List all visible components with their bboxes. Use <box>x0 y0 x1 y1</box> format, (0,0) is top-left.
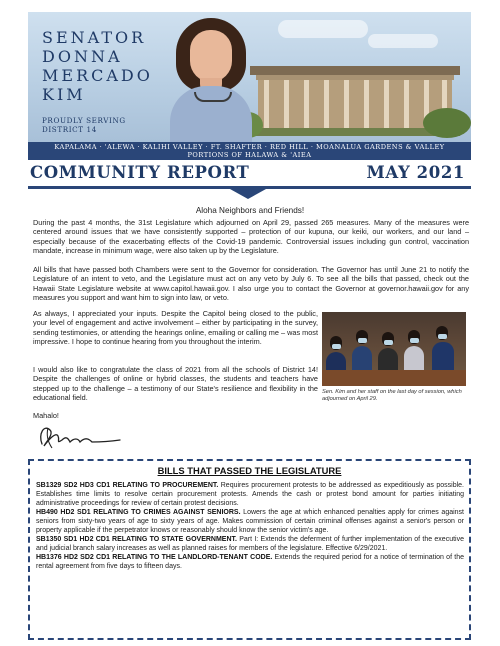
letter-paragraph: During the past 4 months, the 31st Legislature which adjourned on April 29, passed 265 measures. Many of the measures were centered around issues that we have consistently supported – protection of our kupuna, our keiki, our workers, and our land – especially because of the exacerbating effects of the Covid-19 pandemic. Controversial issues including gun control, vaccination mandate, increase in minimum wage, were also taken up by the Legislature. <box>33 218 469 255</box>
serving-line: DISTRICT 14 <box>42 125 97 134</box>
name-line: MERCADO <box>42 66 153 85</box>
cloud-decoration <box>368 34 438 48</box>
report-title-row <box>28 163 471 185</box>
staff-photo <box>322 312 466 386</box>
name-line: KIM <box>42 85 86 104</box>
report-title: COMMUNITY REPORT <box>30 163 250 182</box>
bills-section <box>28 459 471 640</box>
senator-portrait <box>168 16 254 142</box>
tree-decoration <box>423 108 471 138</box>
name-line: DONNA <box>42 47 123 66</box>
bill-name: SB1350 SD1 HD2 CD1 RELATING TO STATE GOVERNMENT. <box>36 536 237 543</box>
letter-paragraph: As always, I appreciated your inputs. Despite the Capitol being closed to the public, your level of engagement and active involvement – either by participating in the survey, sending testimonies, or attending the hearings online, emailing or calling me – was most impressive. I hope to continue hearing from you throughout the interim. <box>33 309 318 346</box>
areas-line: KAPALAMA · 'ALEWA · KALIHI VALLEY · FT. SHAFTER · RED HILL · MOANALUA GARDENS & VALLEY <box>54 143 445 151</box>
greeting: Aloha Neighbors and Friends! <box>195 206 305 215</box>
senator-name <box>42 28 153 104</box>
cloud-decoration <box>278 20 368 38</box>
bill-item <box>36 481 464 508</box>
serving-line: PROUDLY SERVING <box>42 116 126 125</box>
bill-item <box>36 508 464 535</box>
bills-heading <box>30 465 469 476</box>
desk <box>322 370 466 386</box>
name-line: SENATOR <box>42 28 147 47</box>
header-banner <box>28 12 471 142</box>
areas-line: PORTIONS OF HALAWA & 'AIEA <box>187 151 312 159</box>
district-areas-bar <box>28 142 471 160</box>
signature-image <box>34 420 124 452</box>
bills-list <box>36 481 464 571</box>
bills-heading-text: BILLS THAT PASSED THE LEGISLATURE <box>157 465 342 476</box>
photo-caption: Sen. Kim and her staff on the last day of session, which adjourned on April 29. <box>322 389 462 402</box>
bill-description: Requires procurement protests to be addressed as expeditiously as possible. Establishes time limits to resolve certain procurement protests. Amends the cash or protest bond amount for parties initiating administrative proceedings for review of certain protest decisions. <box>36 482 464 507</box>
divider-notch <box>230 189 266 199</box>
letter-paragraph: All bills that have passed both Chambers were sent to the Governor for consideration. The Governor has until June 21 to notify the Legislature of an intent to veto, and the Legislature must act on any veto by July 6. To see all the bills that passed, check out the Hawaii State Legislature website at www.capitol.hawaii.gov. I also urge you to contact the Governor at governor.hawaii.gov for any measures you support and want him to sign into law, or veto. <box>33 265 469 302</box>
closing: Mahalo! <box>33 411 59 420</box>
bill-name: HB1376 HD2 SD2 CD1 RELATING TO THE LANDLORD-TENANT CODE. <box>36 554 273 561</box>
bill-description: Lowers the age at which enhanced penalties apply for crimes against seniors from sixty-two years of age to sixty years of age. Makes commission of certain criminal offenses against a senior's person or property applicable if the perpetrator knows or reasonably should know the senior victim's age. <box>36 509 464 534</box>
bill-description: Extends the required period for a notice of termination of the rental agreement from five days to fifteen days. <box>36 554 464 570</box>
district-label <box>42 116 126 134</box>
bill-item <box>36 553 464 571</box>
report-date: MAY 2021 <box>366 163 465 182</box>
letter-paragraph: I would also like to congratulate the class of 2021 from all the schools of District 14! Despite the challenges of online or hybrid classes, the students and teachers have stepped up to the challenge – a testimony of our State's resilience and flexibility in the educational field. <box>33 365 318 402</box>
bill-item <box>36 535 464 553</box>
bill-name: HB490 HD2 SD1 RELATING TO CRIMES AGAINST SENIORS. <box>36 509 241 516</box>
bill-description: Part I: Extends the deferment of further implementation of the executive and judicial branch salary increases as well as planned raises for members of the legislature. Effective 6/29/2021. <box>36 536 464 552</box>
bill-name: SB1329 SD2 HD3 CD1 RELATING TO PROCUREMENT. <box>36 482 219 489</box>
